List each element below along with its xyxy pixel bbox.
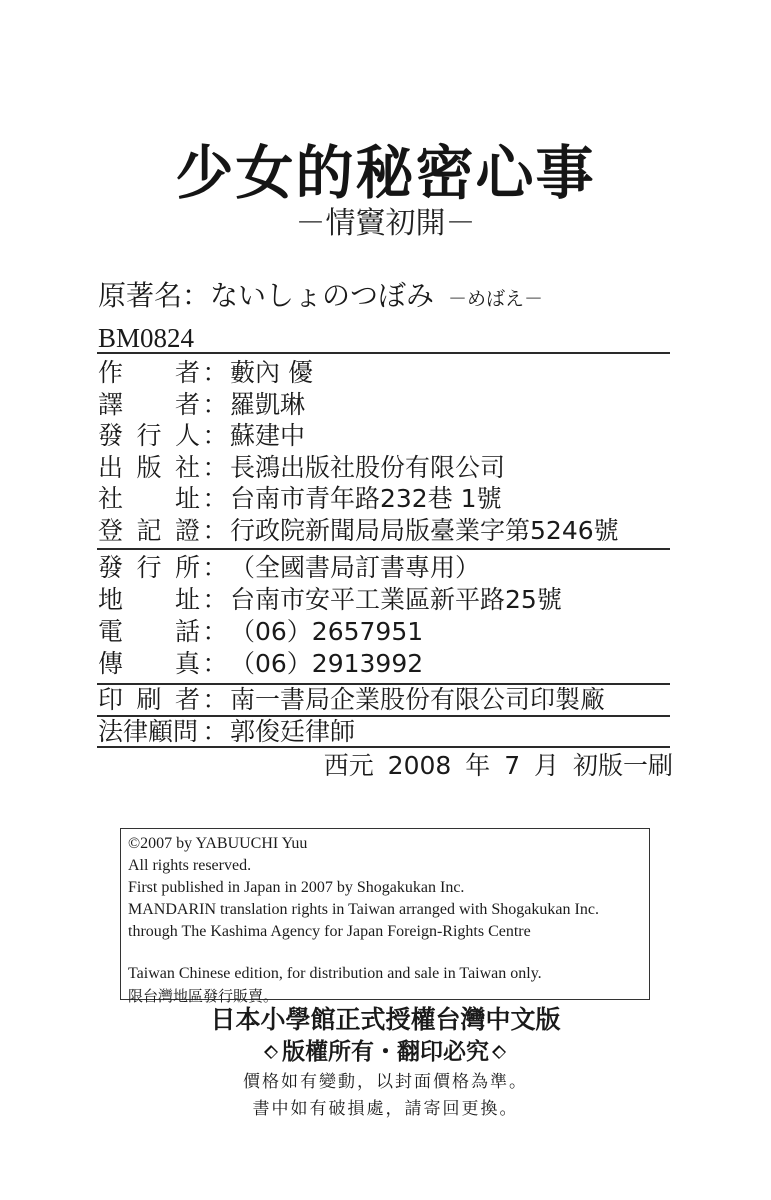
- colon: ：: [202, 617, 228, 646]
- colon: ：: [202, 685, 228, 714]
- original-subtitle: －めばえ－: [448, 288, 544, 310]
- credit-row: [98, 452, 505, 484]
- credit-row: [98, 584, 562, 616]
- credit-value: 台南市安平工業區新平路25號: [230, 585, 562, 614]
- damage-note: 書中如有破損處，請寄回更換。: [252, 1099, 519, 1119]
- colon: ：: [202, 717, 228, 746]
- colon: ：: [202, 649, 228, 678]
- credit-value: （全國書局訂書專用）: [230, 553, 481, 582]
- credit-value: 蘇建中: [230, 421, 306, 450]
- colon: ：: [202, 515, 228, 545]
- credit-label: 印 刷 者: [98, 685, 200, 714]
- taiwan-edition-cn: 限台灣地區發行販賣。: [128, 987, 279, 1005]
- legal-row: [98, 716, 355, 748]
- credit-label: 傳 真: [98, 649, 200, 678]
- credit-value: 長鴻出版社股份有限公司: [230, 452, 506, 482]
- credit-value: （06）2913992: [230, 649, 424, 678]
- credit-label: 電 話: [98, 617, 200, 646]
- copyright-box: [120, 828, 650, 1005]
- credit-label: 登 記 證: [98, 515, 200, 545]
- colon: ：: [202, 585, 228, 614]
- credit-label: 法律顧問: [98, 717, 199, 746]
- credit-row: [98, 420, 305, 452]
- credit-row: [98, 648, 423, 680]
- credit-value: 南一書局企業股份有限公司印製廠: [230, 685, 606, 714]
- colon: ：: [202, 452, 228, 482]
- original-title: ないしょのつぼみ: [210, 279, 435, 312]
- credit-value: 台南市青年路232巷 1號: [230, 484, 502, 513]
- copyright-line: All rights reserved.: [128, 857, 252, 874]
- book-title: 少女的秘密心事: [175, 139, 596, 207]
- divider: [97, 746, 670, 748]
- colon: ：: [202, 389, 228, 419]
- credit-label: 發 行 人: [98, 421, 200, 450]
- credit-label: 社 址: [98, 484, 200, 513]
- divider: [97, 548, 670, 550]
- diamond-icon: [264, 1045, 279, 1060]
- credit-value: 藪內 優: [230, 358, 313, 387]
- spacer: [128, 943, 649, 963]
- credit-row: [98, 552, 480, 584]
- credit-label: 作 者: [98, 358, 200, 387]
- book-subtitle: －情竇初開－: [295, 206, 476, 241]
- divider: [97, 352, 670, 354]
- credit-label: 地 址: [98, 585, 200, 614]
- credit-row: [98, 357, 313, 389]
- copyright-line: ©2007 by YABUUCHI Yuu: [128, 835, 308, 852]
- original-title-line: [98, 276, 543, 319]
- license-note: 日本小學館正式授權台灣中文版: [210, 1005, 561, 1034]
- edition-date: 西元 2008 年 7 月 初版一刷: [323, 751, 673, 780]
- colon: ：: [202, 358, 228, 387]
- credit-row: [98, 616, 423, 648]
- printer-row: [98, 684, 605, 716]
- credit-value: 羅凱琳: [230, 389, 306, 419]
- taiwan-edition-line: Taiwan Chinese edition, for distribution and sale in Taiwan only.: [128, 965, 542, 982]
- credit-value: 行政院新聞局局版臺業字第5246號: [230, 515, 619, 545]
- book-code: BM0824: [98, 323, 195, 353]
- copyright-line: First published in Japan in 2007 by Shogakukan Inc.: [128, 879, 465, 896]
- copyright-line: through The Kashima Agency for Japan Foreign-Rights Centre: [128, 923, 531, 940]
- colon: ：: [202, 553, 228, 582]
- original-title-label: 原著名：: [98, 279, 211, 312]
- colon: ：: [202, 421, 228, 450]
- rights-text: 版權所有・翻印必究: [282, 1039, 489, 1065]
- credit-row: [98, 515, 619, 547]
- credit-label: 出 版 社: [98, 452, 200, 482]
- credit-value: （06）2657951: [230, 617, 424, 646]
- diamond-icon: [492, 1045, 507, 1060]
- credit-row: [98, 483, 502, 515]
- copyright-line: MANDARIN translation rights in Taiwan arranged with Shogakukan Inc.: [128, 901, 599, 918]
- rights-note: [0, 1036, 771, 1068]
- credit-label: 發 行 所: [98, 553, 200, 582]
- colon: ：: [202, 484, 228, 513]
- price-note: 價格如有變動，以封面價格為準。: [243, 1072, 528, 1092]
- credit-label: 譯 者: [98, 389, 200, 419]
- credit-row: [98, 389, 305, 421]
- credit-value: 郭俊廷律師: [230, 717, 356, 746]
